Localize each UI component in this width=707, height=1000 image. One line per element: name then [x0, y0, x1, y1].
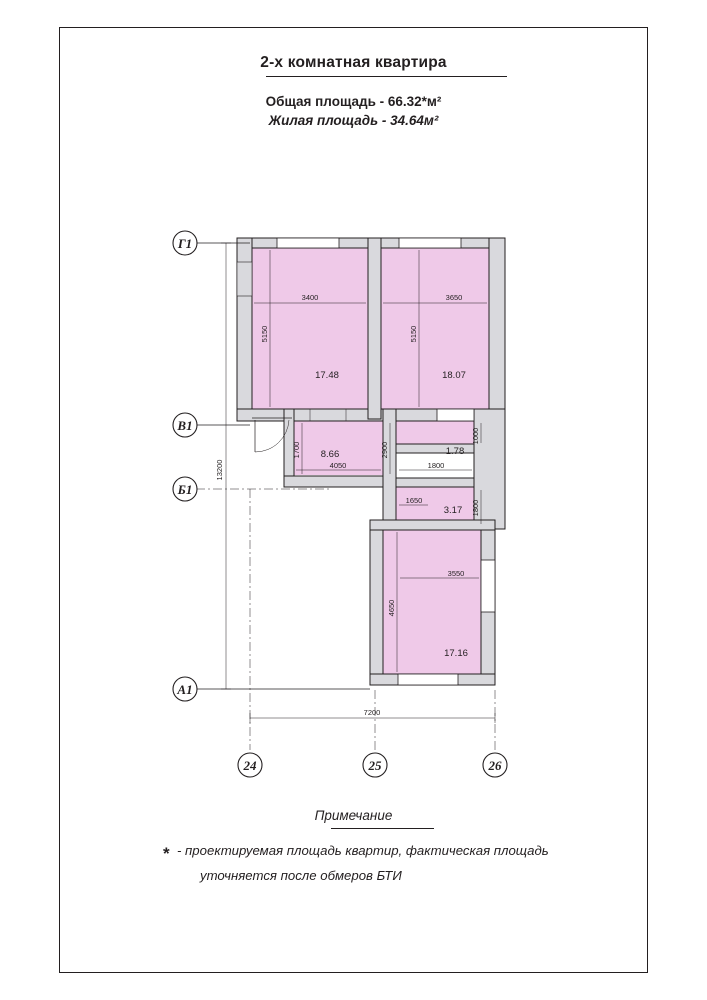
- dim-overall-horizontal: 7200: [363, 708, 381, 717]
- dim-corridor-width: 2900: [380, 441, 389, 459]
- dim-room2-height: 5150: [409, 325, 418, 343]
- axis-label-26: 26: [488, 758, 502, 773]
- axis-label-b1: Б1: [177, 482, 193, 497]
- note-line-2: уточняется после обмеров БТИ: [200, 868, 402, 883]
- room-area-1: 17.48: [315, 370, 339, 381]
- axis-label-a1: А1: [177, 682, 193, 697]
- page-title: 2-х комнатная квартира: [260, 54, 447, 71]
- dim-hall-width: 4050: [329, 461, 347, 470]
- note-star: *: [163, 844, 170, 863]
- dim-room2-width: 3650: [445, 293, 463, 302]
- dim-room3-width: 3550: [447, 569, 465, 578]
- dim-wc-width: 1650: [405, 496, 423, 505]
- axis-label-g1: Г1: [177, 236, 193, 251]
- room-area-6: 17.16: [444, 648, 468, 659]
- dim-overall-vertical: 13200: [215, 459, 224, 481]
- dim-bath-width: 1800: [427, 461, 445, 470]
- note-underline: [331, 828, 434, 829]
- dim-bath-height: 1000: [471, 427, 480, 445]
- dim-room1-width: 3400: [301, 293, 319, 302]
- axis-label-24: 24: [243, 758, 257, 773]
- dim-hall-height: 1700: [292, 441, 301, 459]
- axis-label-v1: В1: [177, 418, 193, 433]
- total-area: Общая площадь - 66.32*м²: [265, 94, 442, 109]
- dim-room1-height: 5150: [260, 325, 269, 343]
- room-area-5: 3.17: [443, 505, 463, 516]
- dim-wc-height: 1800: [471, 499, 480, 517]
- room-area-2: 18.07: [442, 370, 466, 381]
- room-area-4: 1.78: [445, 446, 465, 457]
- living-area: Жилая площадь - 34.64м²: [268, 113, 439, 128]
- room-area-3: 8.66: [320, 449, 340, 460]
- dim-room3-height: 4650: [387, 599, 396, 617]
- note-heading: Примечание: [314, 808, 393, 823]
- axis-label-25: 25: [368, 758, 382, 773]
- note-line-1: - проектируемая площадь квартир, фактическая площадь: [177, 843, 549, 858]
